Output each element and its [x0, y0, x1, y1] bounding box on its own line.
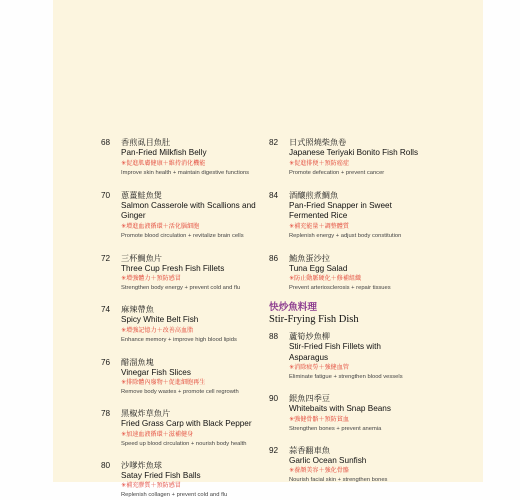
- benefit-zh: ✳增強體力＋預防感冒: [121, 275, 181, 282]
- recipe-item: [101, 305, 261, 345]
- recipe-name-en: Stir-Fried Fish Fillets with Asparagus: [289, 342, 381, 362]
- benefit-zh: ✳促進肌膚健康＋維持消化機能: [121, 159, 206, 167]
- page-number: 78: [101, 409, 111, 418]
- recipe-item: [269, 394, 419, 434]
- benefit-en: Replenish collagen + prevent cold and flu: [121, 492, 228, 498]
- page-number: 84: [269, 190, 279, 200]
- benefit-zh: ✳補充能量＋調整體質: [289, 222, 349, 230]
- benefit-en: Speed up blood circulation + nourish body health: [121, 440, 247, 447]
- recipe-name-en: Whitebaits with Snap Beans: [289, 404, 391, 413]
- recipe-name-en: Vinegar Fish Slices: [121, 367, 191, 377]
- benefit-zh: ✳增進血液循環＋活化腦細胞: [121, 222, 200, 230]
- benefit-zh: ✳加速血液循環＋滋補健身: [121, 430, 194, 438]
- benefit-en: Strengthen body energy + prevent cold and flu: [121, 285, 241, 291]
- page-number: 70: [101, 190, 111, 200]
- benefit-en: Prevent arteriosclerosis + repair tissues: [289, 285, 391, 291]
- recipe-name-en: Japanese Teriyaki Bonito Fish Rolls: [289, 148, 419, 157]
- benefit-en: Eliminate fatigue + strengthen blood vessels: [289, 374, 403, 380]
- recipe-item: [269, 446, 419, 486]
- recipe-item: [269, 191, 419, 241]
- page-number: 90: [269, 394, 279, 403]
- benefit-en: Promote blood circulation + revitalize brain cells: [121, 232, 244, 239]
- recipe-name-en: Pan-Fried Milkfish Belly: [121, 148, 207, 157]
- benefit-zh: ✳排除體內廢物＋促進細胞再生: [121, 379, 206, 386]
- recipe-item: [269, 254, 419, 294]
- benefit-en: Strengthen bones + prevent anemia: [289, 425, 382, 432]
- recipe-item: [101, 358, 261, 398]
- recipe-name-zh: 麻辣帶魚: [121, 305, 154, 314]
- left-column: [101, 138, 261, 500]
- page-number: 68: [101, 138, 111, 147]
- benefit-en: Nourish facial skin + strengthen bones: [289, 477, 388, 483]
- benefit-en: Improve skin health + maintain digestive functions: [121, 169, 250, 176]
- section-header: [269, 302, 419, 326]
- recipe-name-en: Fried Grass Carp with Black Pepper: [121, 419, 252, 428]
- recipe-name-zh: 鮪魚蛋沙拉: [289, 253, 330, 263]
- recipe-name-zh: 蒜香翻車魚: [289, 445, 330, 455]
- recipe-item: [269, 138, 419, 178]
- recipe-name-zh: 蔥薑鮭魚煲: [121, 190, 162, 200]
- recipe-item: [269, 332, 419, 382]
- benefit-en: Promote defecation + prevent cancer: [289, 169, 385, 176]
- page-number: 72: [101, 253, 111, 263]
- page-number: 86: [269, 253, 279, 263]
- recipe-name-zh: 沙嗲炸魚球: [121, 460, 162, 470]
- recipe-name-zh: 銀魚四季豆: [289, 394, 330, 403]
- page-number: 74: [101, 305, 111, 314]
- right-column: [269, 138, 419, 485]
- benefit-zh: ✳增強記憶力＋改善高血脂: [121, 326, 194, 334]
- recipe-name-en: Three Cup Fresh Fish Fillets: [121, 263, 225, 273]
- recipe-name-zh: 蘆筍炒魚柳: [289, 332, 330, 341]
- recipe-name-zh: 香煎虱目魚肚: [121, 138, 171, 147]
- recipe-name-en: Pan-Fried Snapper in Sweet Fermented Rice: [289, 200, 392, 220]
- page-number: 92: [269, 445, 279, 455]
- page-number: 82: [269, 138, 279, 147]
- page-number: 80: [101, 460, 111, 470]
- benefit-en: Replenish energy + adjust body constitution: [289, 232, 402, 239]
- section-title-en: Stir-Frying Fish Dish: [269, 314, 359, 325]
- benefit-zh: ✳強健骨骼＋預防貧血: [289, 415, 349, 423]
- recipe-name-zh: 酒釀煎煮鯛魚: [289, 190, 339, 200]
- recipe-name-en: Satay Fried Fish Balls: [121, 470, 201, 480]
- benefit-en: Enhance memory + improve high blood lipids: [121, 336, 237, 343]
- recipe-item: [101, 409, 261, 449]
- page-number: 76: [101, 357, 111, 367]
- recipe-name-zh: 日式照燒柴魚卷: [289, 138, 347, 147]
- recipe-name-zh: 醋溜魚塊: [121, 357, 154, 367]
- benefit-zh: ✳促進排便＋預防癌症: [289, 159, 349, 167]
- recipe-name-zh: 黑椒炸草魚片: [121, 409, 171, 418]
- recipe-item: [101, 138, 261, 178]
- benefit-zh: ✳防止動脈硬化＋修補組織: [289, 275, 362, 282]
- recipe-name-en: Garlic Ocean Sunfish: [289, 455, 367, 465]
- recipe-name-en: Tuna Egg Salad: [289, 263, 348, 273]
- page-number: 88: [269, 332, 279, 341]
- recipe-item: [101, 191, 261, 241]
- recipe-item: [101, 461, 261, 500]
- recipe-name-en: Spicy White Belt Fish: [121, 315, 199, 324]
- benefit-zh: ✳補充膠質＋預防感冒: [121, 482, 181, 489]
- benefit-zh: ✳養顏美容＋強化骨骼: [289, 467, 349, 474]
- recipe-name-en: Salmon Casserole with Scallions and Ginger: [121, 200, 256, 220]
- benefit-en: Remove body wastes + promote cell regrowth: [121, 389, 239, 395]
- section-title-zh: 快炒魚料理: [269, 302, 317, 313]
- recipe-name-zh: 三杯鯛魚片: [121, 253, 162, 263]
- recipe-item: [101, 254, 261, 294]
- benefit-zh: ✳消除疲勞＋強健血管: [289, 364, 349, 371]
